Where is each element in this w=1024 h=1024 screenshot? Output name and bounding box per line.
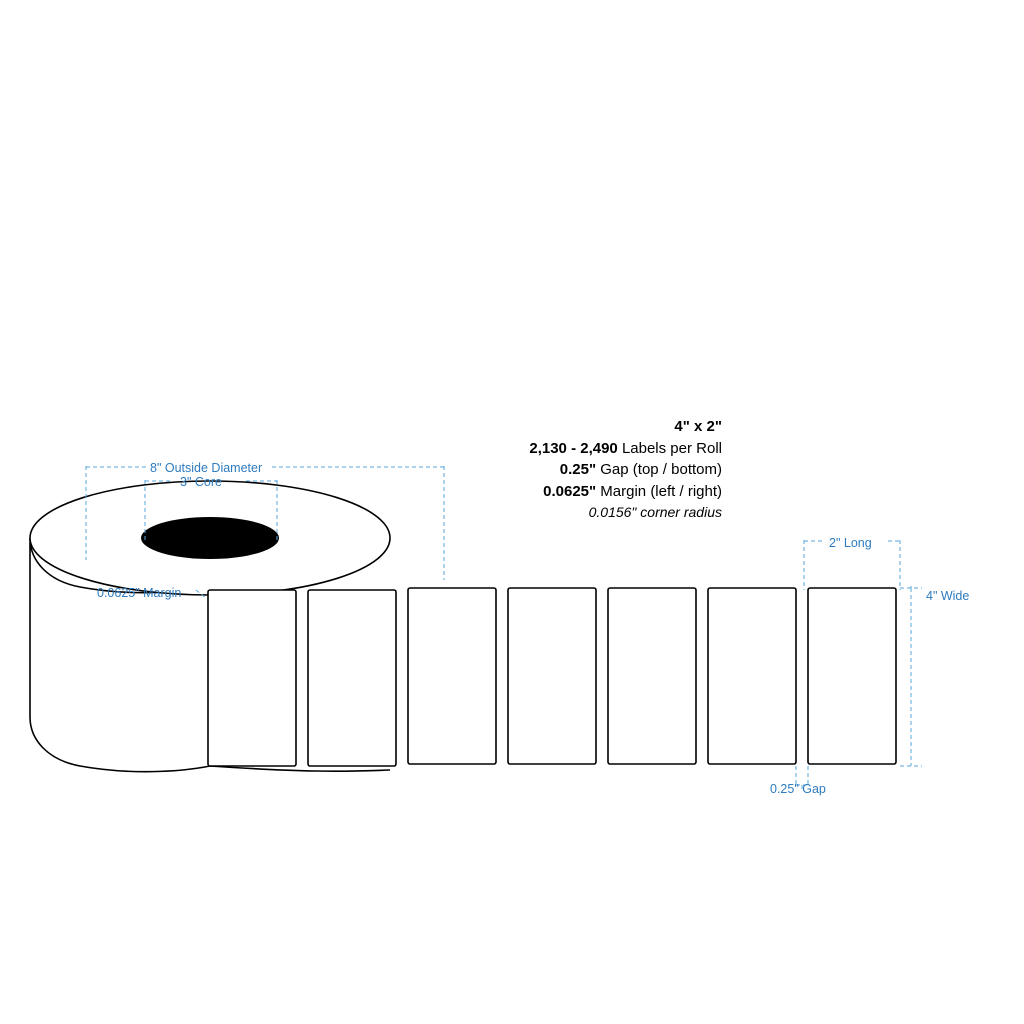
callout-outside-diameter: 8" Outside Diameter: [150, 461, 263, 475]
spec-margin-value: 0.0625": [543, 482, 597, 500]
spec-labels-per-roll-value: 2,130 - 2,490: [529, 439, 618, 457]
callout-margin-left: 0.0625" Margin: [97, 586, 182, 600]
callout-long: 2" Long: [829, 536, 872, 550]
spec-labels-per-roll-suffix: Labels per Roll: [621, 439, 722, 457]
label-3: [408, 588, 496, 764]
spec-corner-radius: 0.0156" corner radius: [588, 504, 722, 520]
roll-core-hole: [141, 517, 279, 559]
label-1: [208, 590, 296, 766]
callout-core: 3" Core: [180, 475, 222, 489]
label-2: [308, 590, 396, 766]
callout-wide: 4" Wide: [926, 589, 970, 603]
label-4: [508, 588, 596, 764]
spec-gap-value: 0.25": [559, 461, 597, 478]
callout-gap: 0.25" Gap: [770, 782, 826, 796]
label-7: [808, 588, 896, 764]
label-5: [608, 588, 696, 764]
spec-gap-suffix: Gap (top / bottom): [600, 461, 722, 478]
spec-margin-suffix: Margin (left / right): [600, 482, 722, 500]
label-row: [208, 588, 896, 766]
spec-size-value: 4" x 2": [674, 418, 722, 435]
label-6: [708, 588, 796, 764]
